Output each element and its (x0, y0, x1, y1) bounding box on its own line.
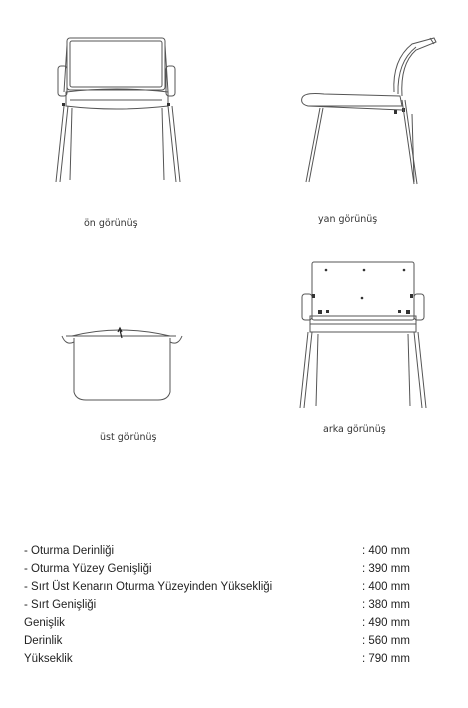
spec-row (24, 596, 444, 614)
spec-row (24, 650, 444, 668)
spec-row (24, 542, 444, 560)
spec-value: : 400 mm (362, 581, 410, 593)
spec-label: Yükseklik (24, 653, 73, 665)
specifications-list (24, 542, 444, 668)
back-view-drawing (234, 250, 468, 420)
top-view-caption: üst görünüş (100, 432, 157, 443)
spec-label: Genişlik (24, 617, 65, 629)
front-view-chair-icon (0, 0, 234, 230)
front-view-caption: ön görünüş (84, 218, 138, 229)
spec-label: - Sırt Üst Kenarın Oturma Yüzeyinden Yüksekliği (24, 581, 273, 593)
side-view-chair-icon (234, 0, 468, 230)
spec-row (24, 632, 444, 650)
spec-value: : 790 mm (362, 653, 410, 665)
spec-row (24, 560, 444, 578)
top-view-drawing (0, 300, 234, 430)
spec-value: : 490 mm (362, 617, 410, 629)
back-view-chair-icon (234, 250, 468, 420)
side-view-caption: yan görünüş (318, 214, 378, 225)
spec-value: : 380 mm (362, 599, 410, 611)
spec-value: : 390 mm (362, 563, 410, 575)
spec-row (24, 578, 444, 596)
spec-label: - Oturma Derinliği (24, 545, 115, 557)
back-view-caption: arka görünüş (323, 424, 386, 435)
spec-row (24, 614, 444, 632)
spec-label: - Oturma Yüzey Genişliği (24, 563, 152, 575)
spec-label: Derinlik (24, 635, 63, 647)
side-view-drawing (234, 0, 468, 230)
spec-value: : 400 mm (362, 545, 410, 557)
spec-label: - Sırt Genişliği (24, 599, 97, 611)
front-view-drawing (0, 0, 234, 230)
top-view-chair-icon (0, 300, 234, 430)
spec-value: : 560 mm (362, 635, 410, 647)
